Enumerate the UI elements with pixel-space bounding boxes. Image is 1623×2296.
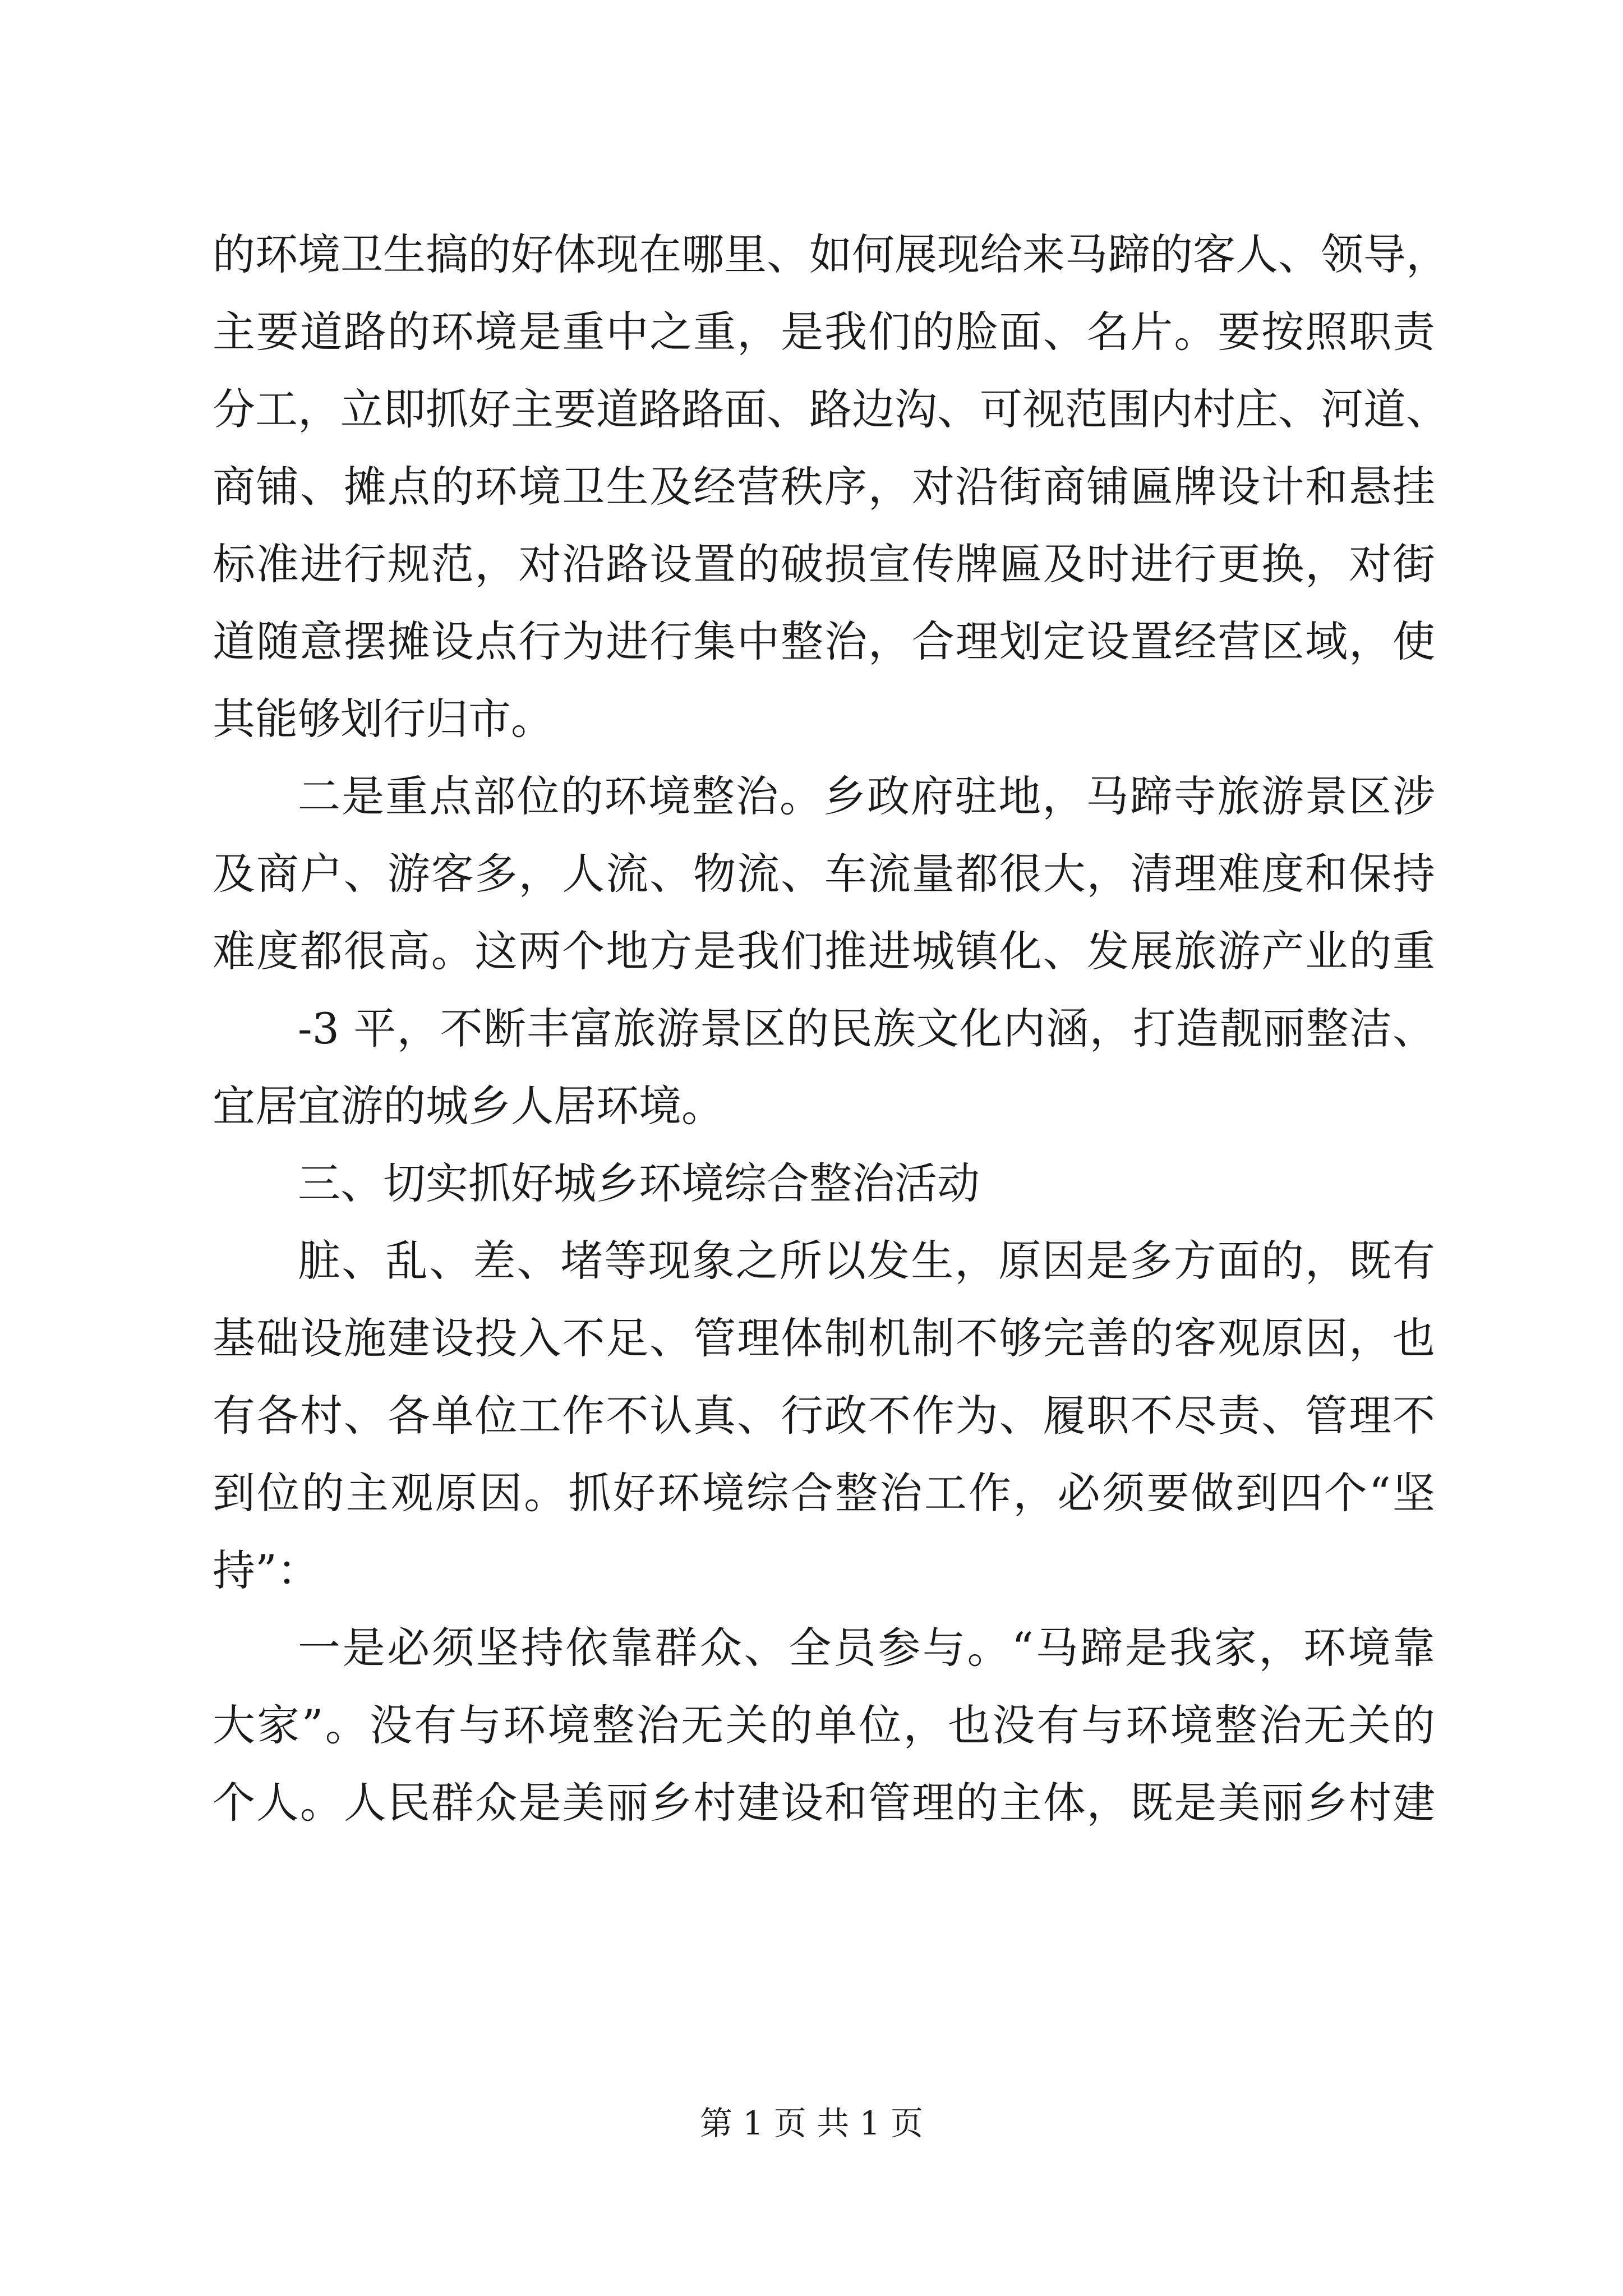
text-line: 商铺、摊点的环境卫生及经营秩序，对沿街商铺匾牌设计和悬挂 (213, 462, 1435, 512)
text-line: 个人。人民群众是美丽乡村建设和管理的主体，既是美丽乡村建 (213, 1778, 1435, 1828)
text-line: 基础设施建设投入不足、管理体制机制不够完善的客观原因，也 (213, 1313, 1435, 1363)
text-line: 及商户、游客多，人流、物流、车流量都很大，清理难度和保持 (213, 849, 1435, 899)
text-line: 道随意摆摊设点行为进行集中整治，合理划定设置经营区域，使 (213, 616, 1435, 666)
text-line: 难度都很高。这两个地方是我们推进城镇化、发展旅游产业的重 (213, 926, 1435, 976)
text-line: 其能够划行归市。 (213, 694, 554, 744)
text-line: 主要道路的环境是重中之重，是我们的脸面、名片。要按照职责 (213, 307, 1435, 357)
text-line: 大家”。没有与环境整治无关的单位，也没有与环境整治无关的 (213, 1700, 1435, 1750)
paragraph-start-line: -3 平，不断丰富旅游景区的民族文化内涵，打造靓丽整洁、 (298, 1004, 1435, 1053)
text-line: 分工，立即抓好主要道路路面、路边沟、可视范围内村庄、河道、 (213, 384, 1449, 434)
text-line: 宜居宜游的城乡人居环境。 (213, 1081, 724, 1131)
text-line: 有各村、各单位工作不认真、行政不作为、履职不尽责、管理不 (213, 1391, 1435, 1441)
body-text (213, 216, 1449, 1842)
paragraph-start-line: 二是重点部位的环境整治。乡政府驻地，马蹄寺旅游景区涉 (298, 771, 1435, 821)
text-line: 的环境卫生搞的好体现在哪里、如何展现给来马蹄的客人、领导， (213, 229, 1449, 279)
page-footer (0, 2101, 1623, 2146)
page-number-label: 第 1 页 共 1 页 (700, 2104, 923, 2142)
paragraph-start-line: 一是必须坚持依靠群众、全员参与。“马蹄是我家，环境靠 (298, 1623, 1435, 1673)
text-line: 标准进行规范，对沿路设置的破损宣传牌匾及时进行更换，对街 (213, 539, 1435, 589)
text-line: 持”： (213, 1545, 320, 1595)
section-heading: 三、切实抓好城乡环境综合整治活动 (298, 1158, 980, 1208)
paragraph-start-line: 脏、乱、差、堵等现象之所以发生，原因是多方面的，既有 (298, 1236, 1435, 1286)
text-line: 到位的主观原因。抓好环境综合整治工作，必须要做到四个“坚 (213, 1468, 1435, 1518)
